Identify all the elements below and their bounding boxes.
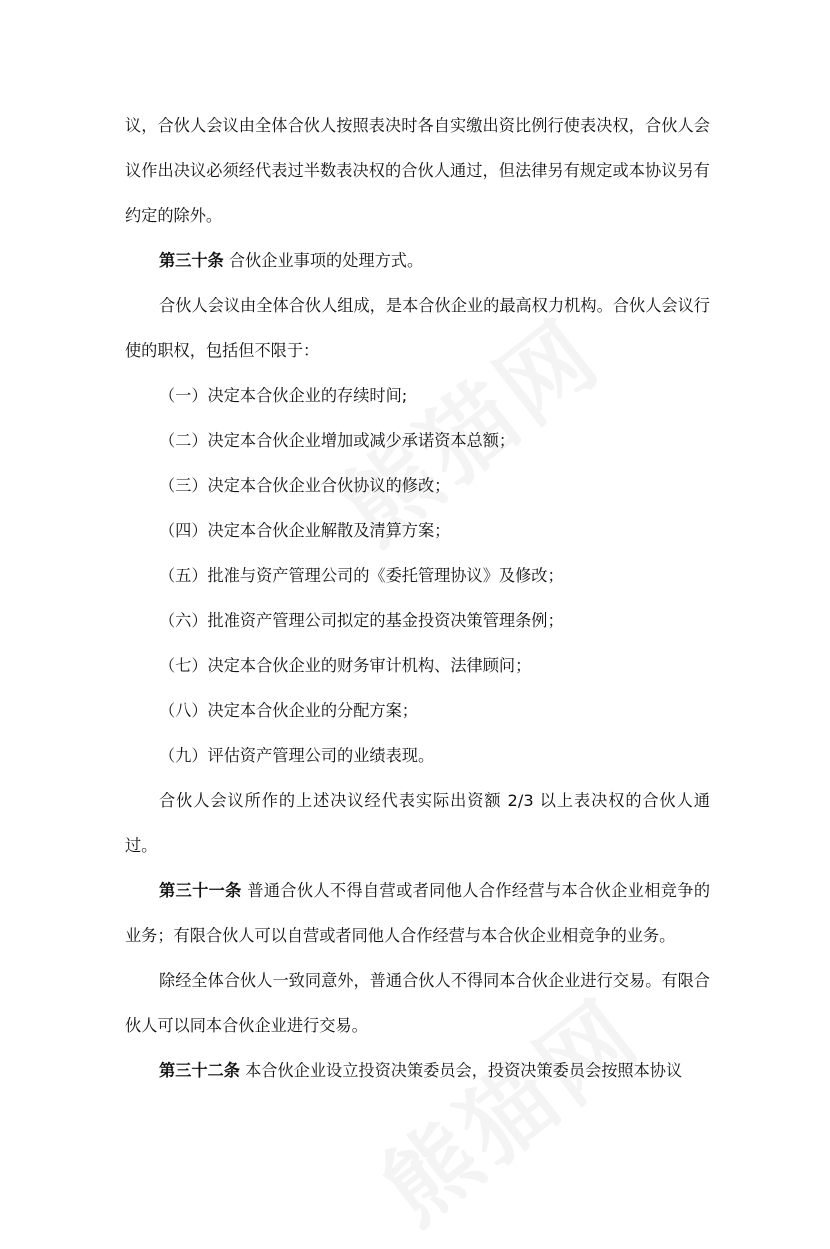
article-30 — [125, 238, 710, 283]
paragraph-transactions: 除经全体合伙人一致同意外，普通合伙人不得同本合伙企业进行交易。有限合伙人可以同本合伙企业进行交易。 — [125, 971, 710, 1035]
list-item: （二）决定本合伙企业增加或减少承诺资本总额； — [159, 431, 516, 450]
article-31 — [125, 868, 710, 958]
list-item: （三）决定本合伙企业合伙协议的修改； — [159, 476, 451, 495]
paragraph-continuation: 议，合伙人会议由全体合伙人按照表决时各自实缴出资比例行使表决权，合伙人会议作出决议必须经代表过半数表决权的合伙人通过，但法律另有规定或本协议另有约定的除外。 — [125, 116, 710, 225]
article-31-text: 普通合伙人不得自营或者同他人合作经营与本合伙企业相竞争的业务；有限合伙人可以自营或者同他人合作经营与本合伙企业相竞争的业务。 — [125, 881, 711, 945]
list-item: （九）评估资产管理公司的业绩表现。 — [159, 746, 435, 765]
paragraph-powers: 合伙人会议由全体合伙人组成，是本合伙企业的最高权力机构。合伙人会议行使的职权，包括但不限于： — [125, 296, 710, 360]
paragraph-voting: 合伙人会议所作的上述决议经代表实际出资额 2/3 以上表决权的合伙人通过。 — [125, 791, 710, 855]
list-item: （五）批准与资产管理公司的《委托管理协议》及修改； — [159, 566, 564, 585]
list-item: （七）决定本合伙企业的财务审计机构、法律顾问； — [159, 656, 532, 675]
article-30-label: 第三十条 — [159, 251, 224, 270]
list-item: （八）决定本合伙企业的分配方案； — [159, 701, 418, 720]
list-item: （六）批准资产管理公司拟定的基金投资决策管理条例； — [159, 611, 564, 630]
article-31-label: 第三十一条 — [159, 881, 242, 900]
article-30-text: 合伙企业事项的处理方式。 — [223, 251, 424, 270]
list-item: （一）决定本合伙企业的存续时间; — [159, 386, 408, 405]
article-32-label: 第三十二条 — [159, 1061, 240, 1080]
article-32 — [125, 1048, 710, 1093]
document-body — [125, 103, 710, 1093]
article-32-text: 本合伙企业设立投资决策委员会，投资决策委员会按照本协议 — [239, 1061, 683, 1080]
list-item: （四）决定本合伙企业解散及清算方案； — [159, 521, 451, 540]
